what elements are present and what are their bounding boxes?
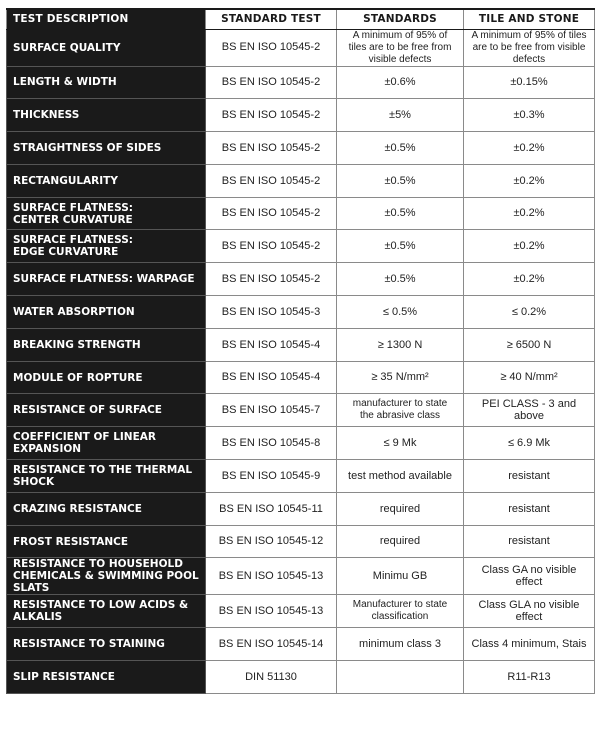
- standards-cell-line: manufacturer to state: [352, 398, 448, 410]
- test-description-cell: [7, 29, 206, 66]
- tile-and-stone-cell: [464, 558, 595, 595]
- table-row: [7, 558, 595, 595]
- standards-cell-line: ±0.6%: [384, 76, 416, 89]
- standards-cell: [337, 361, 464, 394]
- table-row: [7, 132, 595, 165]
- standard-test-cell: BS EN ISO 10545-2: [206, 230, 337, 263]
- standards-cell: [337, 164, 464, 197]
- standard-test-cell: BS EN ISO 10545-2: [206, 99, 337, 132]
- test-description-cell: [7, 328, 206, 361]
- standard-test-cell: BS EN ISO 10545-2: [206, 263, 337, 296]
- table-row: [7, 29, 595, 66]
- test-description-cell-line: SLIP RESISTANCE: [13, 670, 115, 683]
- test-description-cell-line: CHEMICALS & SWIMMING POOL: [13, 570, 199, 583]
- standards-cell-line: classification: [371, 611, 429, 623]
- tile-and-stone-cell-line: ≤ 6.9 Mk: [507, 436, 551, 449]
- tile-and-stone-cell-line: ±0.2%: [513, 174, 545, 187]
- table-row: [7, 197, 595, 230]
- test-description-cell: [7, 628, 206, 661]
- table-row: [7, 628, 595, 661]
- table-row: [7, 595, 595, 628]
- standards-cell: [337, 558, 464, 595]
- test-description-cell-line: CRAZING RESISTANCE: [13, 502, 142, 515]
- test-description-cell-line: SURFACE FLATNESS:: [13, 234, 133, 247]
- tile-and-stone-cell: [464, 164, 595, 197]
- test-description-cell: [7, 394, 206, 427]
- tile-and-stone-cell-line: Class 4 minimum, Stais: [471, 637, 587, 650]
- standards-cell: [337, 525, 464, 558]
- standards-cell: [337, 99, 464, 132]
- test-description-cell: [7, 66, 206, 99]
- standards-cell: [337, 394, 464, 427]
- table-row: [7, 361, 595, 394]
- standards-cell: [337, 197, 464, 230]
- test-description-cell: [7, 427, 206, 460]
- test-description-cell-line: SURFACE FLATNESS: WARPAGE: [13, 273, 195, 286]
- test-description-cell: [7, 525, 206, 558]
- table-row: [7, 164, 595, 197]
- standards-cell-line: minimum class 3: [359, 637, 441, 650]
- standard-test-cell: BS EN ISO 10545-14: [206, 628, 337, 661]
- header-standards: STANDARDS: [337, 9, 464, 29]
- tile-and-stone-cell-line: ≥ 40 N/mm²: [500, 371, 558, 384]
- standards-cell-line: Minimu GB: [372, 570, 428, 583]
- tile-and-stone-cell-line: defects: [512, 53, 546, 65]
- test-description-cell-line: SLATS: [13, 582, 50, 595]
- header-test-description: TEST DESCRIPTION: [7, 9, 206, 29]
- standards-cell-line: ≤ 0.5%: [382, 305, 418, 318]
- tile-and-stone-cell: [464, 525, 595, 558]
- tile-and-stone-cell-line: PEI CLASS - 3 and above: [481, 397, 577, 423]
- table-row: [7, 99, 595, 132]
- tile-and-stone-cell: [464, 197, 595, 230]
- standard-test-cell: BS EN ISO 10545-2: [206, 164, 337, 197]
- standards-cell-line: A minimum of 95% of: [352, 29, 448, 41]
- standard-test-cell: BS EN ISO 10545-2: [206, 29, 337, 66]
- table-row: [7, 296, 595, 329]
- test-description-cell: [7, 296, 206, 329]
- standards-cell-line: ±0.5%: [384, 207, 416, 220]
- test-description-cell-line: STRAIGHTNESS OF SIDES: [13, 141, 162, 154]
- standards-cell-line: tiles are to be free from: [348, 41, 452, 53]
- test-description-cell-line: RECTANGULARITY: [13, 174, 118, 187]
- header-row: [7, 9, 595, 29]
- test-description-cell: [7, 197, 206, 230]
- tile-and-stone-cell-line: ±0.2%: [513, 240, 545, 253]
- tile-and-stone-cell-line: ≥ 6500 N: [506, 338, 552, 351]
- test-description-cell-line: SURFACE FLATNESS:: [13, 201, 133, 214]
- tile-and-stone-cell: [464, 595, 595, 628]
- tile-and-stone-cell-line: resistant: [508, 469, 550, 482]
- standards-cell: [337, 230, 464, 263]
- header-standard-test: STANDARD TEST: [206, 9, 337, 29]
- tile-and-stone-cell: [464, 661, 595, 694]
- table-row: [7, 230, 595, 263]
- standard-test-cell: BS EN ISO 10545-2: [206, 132, 337, 165]
- standards-cell: [337, 296, 464, 329]
- table-row: [7, 525, 595, 558]
- standard-test-cell: BS EN ISO 10545-8: [206, 427, 337, 460]
- table-row: [7, 66, 595, 99]
- table-row: [7, 492, 595, 525]
- standards-cell: [337, 492, 464, 525]
- tile-and-stone-cell: [464, 230, 595, 263]
- tile-and-stone-cell: [464, 132, 595, 165]
- test-description-cell-line: ALKALIS: [13, 611, 63, 624]
- test-description-cell: [7, 460, 206, 493]
- standard-test-cell: BS EN ISO 10545-2: [206, 197, 337, 230]
- standard-test-cell: BS EN ISO 10545-11: [206, 492, 337, 525]
- tile-and-stone-cell: [464, 361, 595, 394]
- test-description-cell: [7, 595, 206, 628]
- standard-test-cell: BS EN ISO 10545-3: [206, 296, 337, 329]
- test-description-cell-line: MODULE OF ROPTURE: [13, 371, 143, 384]
- test-description-cell-line: THICKNESS: [13, 109, 80, 122]
- tile-and-stone-cell: [464, 394, 595, 427]
- test-description-cell: [7, 230, 206, 263]
- tile-and-stone-cell: [464, 328, 595, 361]
- standards-cell: [337, 66, 464, 99]
- tile-and-stone-cell: [464, 29, 595, 66]
- tile-and-stone-cell: [464, 263, 595, 296]
- standards-cell-line: required: [379, 535, 421, 548]
- standards-cell: [337, 595, 464, 628]
- standards-cell-line: required: [379, 502, 421, 515]
- test-description-cell-line: RESISTANCE TO HOUSEHOLD: [13, 558, 183, 571]
- standards-cell: [337, 132, 464, 165]
- test-description-cell-line: RESISTANCE OF SURFACE: [13, 404, 162, 417]
- tile-and-stone-cell-line: ±0.15%: [510, 76, 548, 89]
- standard-test-cell: BS EN ISO 10545-7: [206, 394, 337, 427]
- test-description-cell: [7, 99, 206, 132]
- standard-test-cell: BS EN ISO 10545-12: [206, 525, 337, 558]
- standards-cell: [337, 427, 464, 460]
- tile-and-stone-cell-line: A minimum of 95% of tiles: [471, 29, 587, 41]
- standards-cell: [337, 460, 464, 493]
- test-description-cell-line: COEFFICIENT OF LINEAR EXPANSION: [13, 431, 156, 456]
- table-row: [7, 394, 595, 427]
- standards-cell-line: test method available: [348, 469, 452, 482]
- standards-cell-line: Manufacturer to state: [352, 599, 448, 611]
- test-description-cell-line: RESISTANCE TO STAINING: [13, 638, 165, 651]
- test-description-cell-line: SURFACE QUALITY: [13, 41, 121, 54]
- header-tile-and-stone: TILE AND STONE: [464, 9, 595, 29]
- specifications-table: [6, 8, 595, 694]
- standards-cell: [337, 29, 464, 66]
- test-description-cell-line: CENTER CURVATURE: [13, 213, 133, 226]
- standards-cell-line: ±0.5%: [384, 240, 416, 253]
- table-row: [7, 263, 595, 296]
- test-description-cell-line: WATER ABSORPTION: [13, 305, 135, 318]
- tile-and-stone-cell-line: Class GA no visible effect: [481, 563, 577, 589]
- tile-and-stone-cell-line: ±0.2%: [513, 207, 545, 220]
- test-description-cell-line: RESISTANCE TO LOW ACIDS &: [13, 599, 189, 612]
- table-row: [7, 460, 595, 493]
- standards-cell: [337, 628, 464, 661]
- tile-and-stone-cell-line: ≤ 0.2%: [511, 305, 547, 318]
- test-description-cell-line: FROST RESISTANCE: [13, 535, 128, 548]
- tile-and-stone-cell-line: are to be free from visible: [472, 41, 586, 53]
- table-body: [7, 29, 595, 693]
- test-description-cell-line: RESISTANCE TO THE THERMAL SHOCK: [13, 463, 193, 488]
- test-description-cell: [7, 558, 206, 595]
- tile-and-stone-cell-line: resistant: [508, 535, 550, 548]
- tile-and-stone-cell: [464, 492, 595, 525]
- test-description-cell: [7, 361, 206, 394]
- tile-and-stone-cell: [464, 628, 595, 661]
- standards-cell: [337, 328, 464, 361]
- test-description-cell-line: BREAKING STRENGTH: [13, 338, 141, 351]
- standards-cell-line: ±0.5%: [384, 272, 416, 285]
- standards-cell-line: visible defects: [368, 53, 432, 65]
- tile-and-stone-cell-line: ±0.3%: [513, 108, 545, 121]
- standard-test-cell: BS EN ISO 10545-4: [206, 361, 337, 394]
- tile-and-stone-cell: [464, 66, 595, 99]
- tile-and-stone-cell-line: resistant: [508, 502, 550, 515]
- tile-and-stone-cell-line: R11-R13: [507, 670, 551, 683]
- test-description-cell: [7, 164, 206, 197]
- standards-cell-line: ±0.5%: [384, 174, 416, 187]
- standard-test-cell: DIN 51130: [206, 661, 337, 694]
- standards-cell: [337, 661, 464, 694]
- test-description-cell-line: EDGE CURVATURE: [13, 246, 119, 259]
- standard-test-cell: BS EN ISO 10545-4: [206, 328, 337, 361]
- tile-and-stone-cell-line: ±0.2%: [513, 141, 545, 154]
- table-row: [7, 328, 595, 361]
- tile-and-stone-cell-line: Class GLA no visible effect: [478, 598, 580, 624]
- table-header: [7, 9, 595, 29]
- tile-and-stone-cell: [464, 99, 595, 132]
- standards-cell-line: ±0.5%: [384, 141, 416, 154]
- standard-test-cell: BS EN ISO 10545-13: [206, 558, 337, 595]
- tile-and-stone-cell: [464, 296, 595, 329]
- table-row: [7, 427, 595, 460]
- tile-and-stone-cell-line: ±0.2%: [513, 272, 545, 285]
- standard-test-cell: BS EN ISO 10545-2: [206, 66, 337, 99]
- table-row: [7, 661, 595, 694]
- standard-test-cell: BS EN ISO 10545-9: [206, 460, 337, 493]
- test-description-cell: [7, 661, 206, 694]
- test-description-cell-line: LENGTH & WIDTH: [13, 76, 117, 89]
- standards-cell-line: ±5%: [389, 108, 411, 121]
- test-description-cell: [7, 263, 206, 296]
- standards-cell-line: ≥ 35 N/mm²: [371, 371, 429, 384]
- test-description-cell: [7, 132, 206, 165]
- tile-and-stone-cell: [464, 460, 595, 493]
- standard-test-cell: BS EN ISO 10545-13: [206, 595, 337, 628]
- tile-and-stone-cell: [464, 427, 595, 460]
- standards-cell-line: the abrasive class: [359, 410, 441, 422]
- standards-cell: [337, 263, 464, 296]
- standards-cell-line: ≥ 1300 N: [377, 338, 423, 351]
- standards-cell-line: ≤ 9 Mk: [383, 436, 417, 449]
- test-description-cell: [7, 492, 206, 525]
